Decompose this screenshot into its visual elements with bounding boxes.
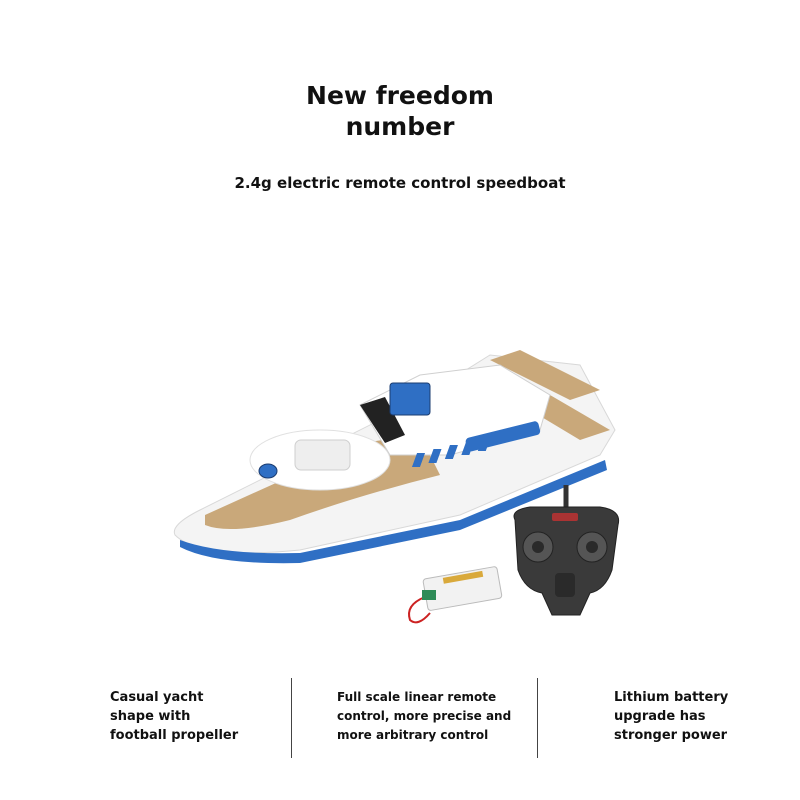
feature-line: more arbitrary control <box>337 728 489 742</box>
feature-line: Lithium battery <box>614 690 729 705</box>
product-image <box>160 335 640 645</box>
feature-battery <box>614 688 784 745</box>
feature-line: shape with <box>110 709 191 724</box>
feature-remote-control <box>337 688 527 745</box>
page-title <box>0 80 800 142</box>
feature-line: Casual yacht <box>110 690 204 705</box>
feature-line: stronger power <box>614 728 728 743</box>
feature-line: control, more precise and <box>337 709 512 723</box>
title-line-1: New freedom <box>306 81 494 110</box>
feature-line: upgrade has <box>614 709 706 724</box>
page-subtitle: 2.4g electric remote control speedboat <box>234 174 566 192</box>
feature-line: football propeller <box>110 728 239 743</box>
remote-controller-illustration <box>514 485 619 615</box>
feature-yacht-shape <box>110 688 280 745</box>
feature-divider <box>291 678 292 758</box>
feature-divider <box>537 678 538 758</box>
feature-line: Full scale linear remote <box>337 690 497 704</box>
battery-illustration <box>409 566 502 622</box>
title-line-2: number <box>345 112 455 141</box>
